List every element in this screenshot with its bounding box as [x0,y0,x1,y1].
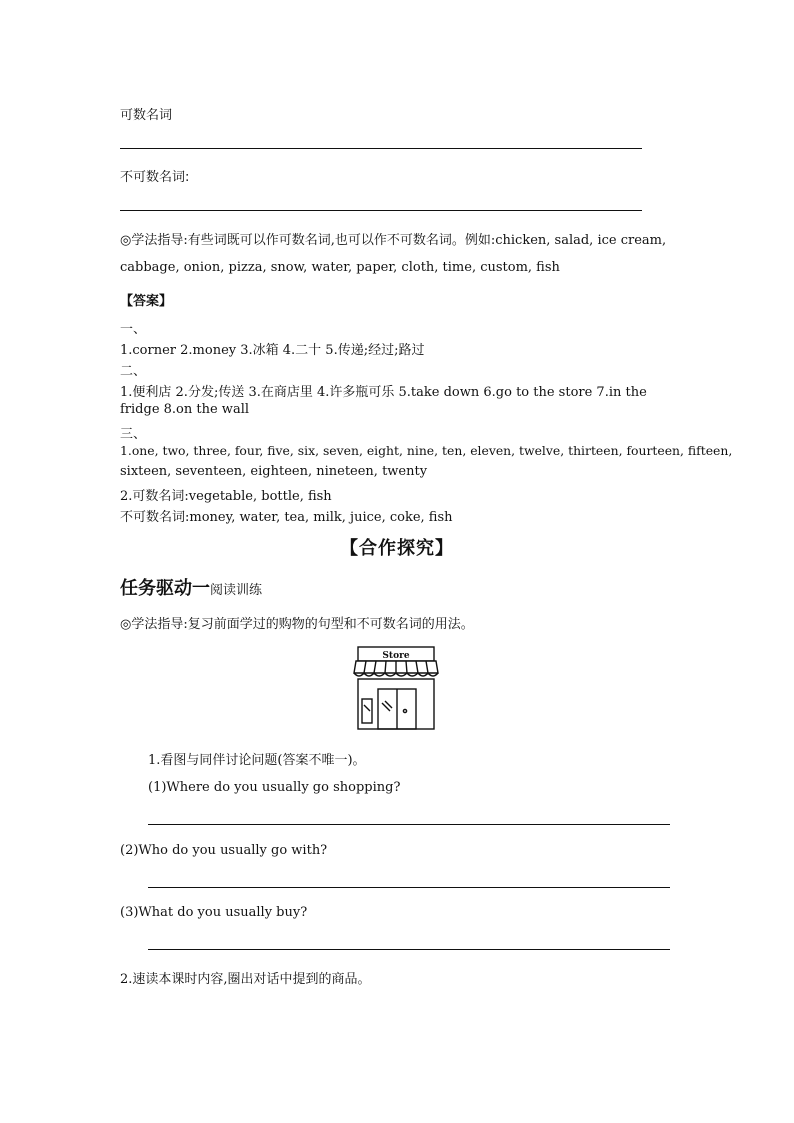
question-1-answer-line [148,824,670,825]
question-3-answer-line [148,949,670,950]
study-tip-2: ◎学法指导:复习前面学过的购物的句型和不可数名词的用法。 [120,617,474,632]
answers-part1-line: 1.corner 2.money 3.冰箱 4.二十 5.传递;经过;路过 [120,343,425,358]
answers-part1-label: 一、 [120,322,147,337]
answers-part2-line-1: 1.便利店 2.分发;传送 3.在商店里 4.许多瓶可乐 5.take down 6.go to the store 7.in the [120,385,647,400]
question-3: (3)What do you usually buy? [120,905,308,920]
task-title: 任务驱动一 [120,578,210,599]
answers-part3-label: 三、 [120,427,147,442]
store-illustration [352,645,440,733]
answers-part3-line-3: 2.可数名词:vegetable, bottle, fish [120,489,332,504]
countable-answer-line [120,148,642,149]
answers-part2-label: 二、 [120,364,147,379]
question-1: (1)Where do you usually go shopping? [148,780,401,795]
answers-header: 【答案】 [120,294,173,309]
answers-part2-line-2: fridge 8.on the wall [120,402,250,417]
store-building [358,679,434,729]
task-heading [120,574,262,600]
study-tip-line-2: cabbage, onion, pizza, snow, water, paper, cloth, time, custom, fish [120,260,560,275]
question-2-answer-line [148,887,670,888]
uncountable-answer-line [120,210,642,211]
question-2: (2)Who do you usually go with? [120,843,328,858]
section-title: 【合作探究】 [340,538,454,559]
store-menu-board [362,699,372,723]
task-subtitle: 阅读训练 [210,583,263,598]
answers-part3-line-1: 1.one, two, three, four, five, six, seven, eight, nine, ten, eleven, twelve, thirteen, fourteen, fifteen, [120,443,733,458]
countable-label: 可数名词 [120,108,173,123]
uncountable-label: 不可数名词: [120,170,190,185]
store-sign-text: Store [382,651,410,661]
skim-reading-task: 2.速读本课时内容,圈出对话中提到的商品。 [120,972,371,987]
discussion-instruction: 1.看图与同伴讨论问题(答案不唯一)。 [148,753,366,768]
study-tip-line-1: ◎学法指导:有些词既可以作可数名词,也可以作不可数名词。例如:chicken, salad, ice cream, [120,233,667,248]
answers-part3-line-4: 不可数名词:money, water, tea, milk, juice, coke, fish [120,510,453,525]
answers-part3-line-2: sixteen, seventeen, eighteen, nineteen, twenty [120,464,428,479]
